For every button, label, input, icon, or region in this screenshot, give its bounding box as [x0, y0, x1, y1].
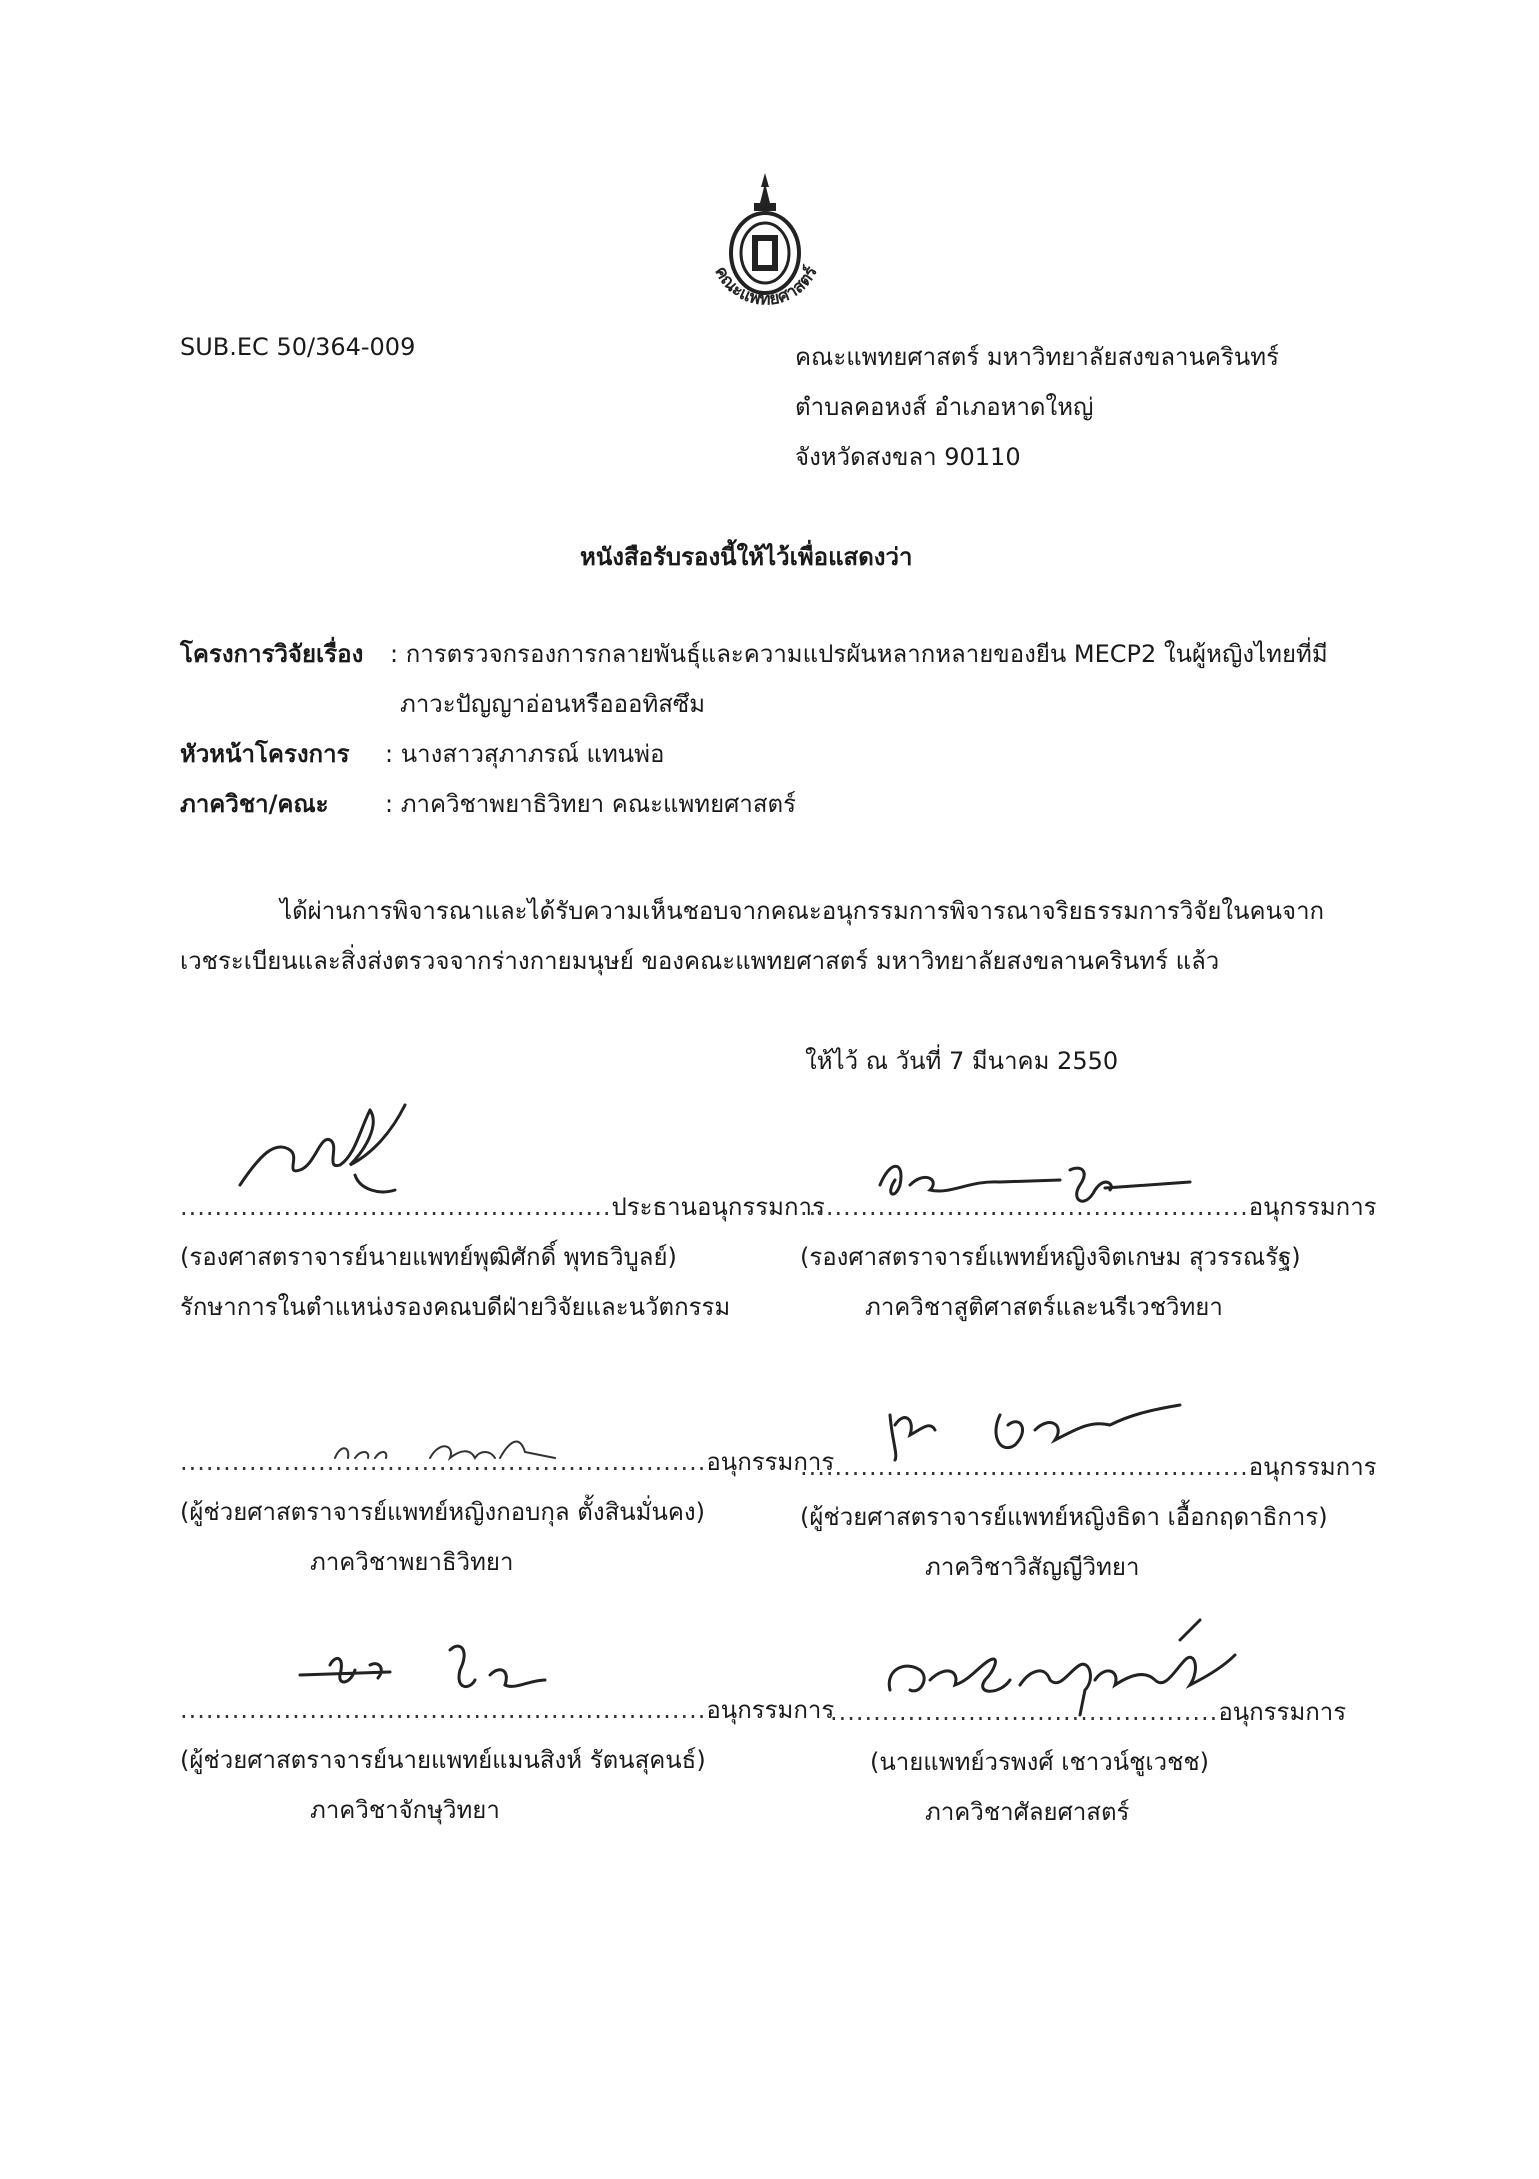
address-line-2: ตำบลคอหงส์ อำเภอหาดใหญ่: [795, 393, 1094, 421]
signatory-5-role: อนุกรรมการ: [706, 1696, 835, 1724]
signatory-4-name: (ผู้ช่วยศาสตราจารย์แพทย์หญิงธิดา เอื้อกฤดาธิการ): [800, 1503, 1328, 1531]
signatory-1-position: รักษาการในตำแหน่งรองคณบดีฝ่ายวิจัยและนวัตกรรม: [180, 1293, 731, 1321]
signatory-4-line: ....................................................อนุกรรมการ: [800, 1453, 1377, 1481]
signatory-2-line: ....................................................อนุกรรมการ: [800, 1193, 1377, 1221]
project-title-line-2: ภาวะปัญญาอ่อนหรือออทิสซึม: [400, 690, 706, 718]
signatory-5-position: ภาควิชาจักษุวิทยา: [310, 1796, 500, 1824]
signatory-6-role: อนุกรรมการ: [1218, 1698, 1347, 1726]
signatory-1-line: ..................................................ประธานอนุกรรมการ: [180, 1193, 825, 1221]
signatory-2-name: (รองศาสตราจารย์แพทย์หญิงจิตเกษม สุวรรณรัฐ): [800, 1243, 1301, 1271]
signatory-2-position: ภาควิชาสูติศาสตร์และนรีเวชวิทยา: [865, 1293, 1223, 1321]
faculty-logo: [690, 165, 840, 335]
project-title-line-1: : การตรวจกรองการกลายพันธุ์และความแปรผันหลากหลายของยีน MECP2 ในผู้หญิงไทยที่มี: [390, 640, 1328, 668]
signatory-1-name: (รองศาสตราจารย์นายแพทย์พุฒิศักดิ์ พุทธวิบูลย์): [180, 1243, 677, 1271]
reference-code: SUB.EC 50/364-009: [180, 333, 416, 361]
certificate-heading: หนังสือรับรองนี้ให้ไว้เพื่อแสดงว่า: [580, 543, 913, 571]
signatory-2-role: อนุกรรมการ: [1248, 1193, 1377, 1221]
body-line-2: เวชระเบียนและสิ่งส่งตรวจจากร่างกายมนุษย์ ของคณะแพทยศาสตร์ มหาวิทยาลัยสงขลานครินทร์ แล้ว: [180, 947, 1220, 975]
signatory-5-line: .............................................................อนุกรรมการ: [180, 1696, 835, 1724]
signatory-3-role: อนุกรรมการ: [706, 1448, 835, 1476]
signatory-6-line: .............................................อนุกรรมการ: [830, 1698, 1347, 1726]
signatory-4-position: ภาควิชาวิสัญญีวิทยา: [925, 1553, 1140, 1581]
signatory-3-position: ภาควิชาพยาธิวิทยา: [310, 1548, 514, 1576]
department-value: : ภาควิชาพยาธิวิทยา คณะแพทยศาสตร์: [385, 790, 796, 818]
body-line-1: ได้ผ่านการพิจารณาและได้รับความเห็นชอบจากคณะอนุกรรมการพิจารณาจริยธรรมการวิจัยในคนจาก: [280, 897, 1325, 925]
issue-date: ให้ไว้ ณ วันที่ 7 มีนาคม 2550: [805, 1047, 1119, 1075]
project-title-label: โครงการวิจัยเรื่อง: [180, 640, 364, 668]
signatory-6-name: (นายแพทย์วรพงศ์ เชาวน์ชูเวชช): [870, 1748, 1210, 1776]
address-line-1: คณะแพทยศาสตร์ มหาวิทยาลัยสงขลานครินทร์: [795, 343, 1279, 371]
signatory-4-role: อนุกรรมการ: [1248, 1453, 1377, 1481]
signatory-3-name: (ผู้ช่วยศาสตราจารย์แพทย์หญิงกอบกุล ตั้งสินมั่นคง): [180, 1498, 705, 1526]
address-line-3: จังหวัดสงขลา 90110: [795, 443, 1021, 471]
signatory-3-line: .............................................................อนุกรรมการ: [180, 1448, 835, 1476]
project-leader-value: : นางสาวสุภาภรณ์ แทนพ่อ: [385, 740, 665, 768]
signatory-5-name: (ผู้ช่วยศาสตราจารย์นายแพทย์แมนสิงห์ รัตนสุคนธ์): [180, 1746, 706, 1774]
project-leader-label: หัวหน้าโครงการ: [180, 740, 350, 768]
faculty-seal-icon: [690, 165, 840, 335]
seal-text: คณะแพทยศาสตร์: [710, 263, 822, 310]
signatory-6-position: ภาควิชาศัลยศาสตร์: [925, 1798, 1130, 1826]
department-label: ภาควิชา/คณะ: [180, 790, 329, 818]
signatory-1-role: ประธานอนุกรรมการ: [611, 1193, 825, 1221]
